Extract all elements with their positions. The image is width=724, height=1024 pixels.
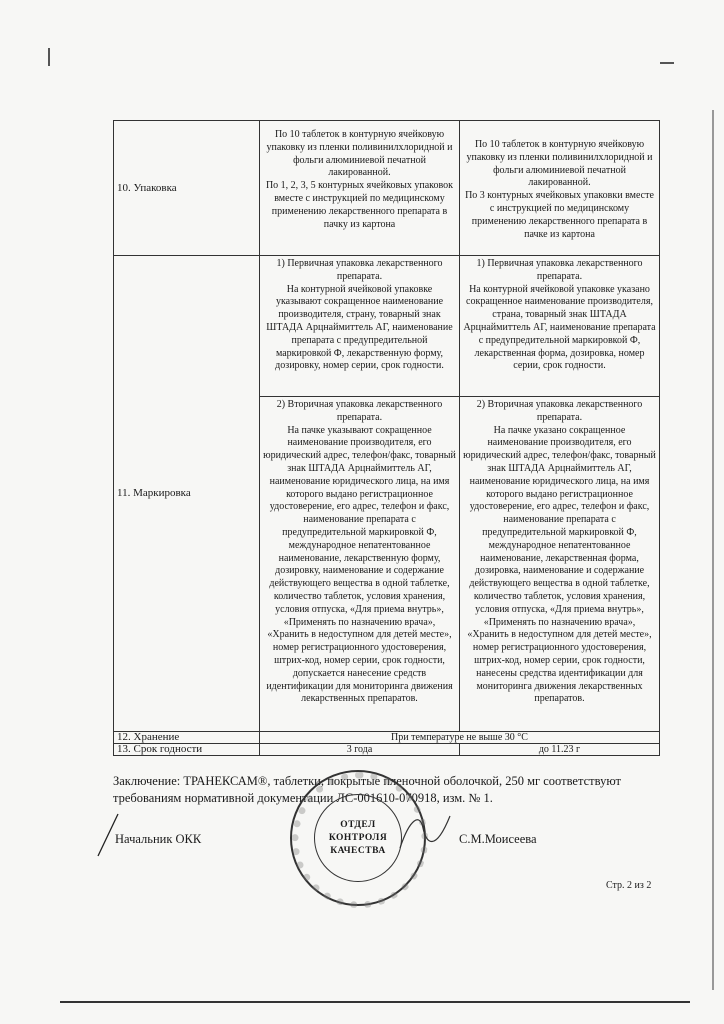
row-shelf-life — [114, 744, 660, 756]
row-packaging — [114, 121, 660, 256]
packaging-label: 10. Упаковка — [114, 121, 260, 256]
packaging-current: По 10 таблеток в контурную ячейковую упаковку из пленки поливинилхлоридной и фольги алюминиевой печатной лакированной. По 1, 2, 3, 5 контурных ячейковых упаковок вместе с инструкцией по медицинскому применению лекарственного препарата в пачку из картона — [260, 121, 460, 256]
marking-secondary-current: 2) Вторичная упаковка лекарственного препарата. На пачке указывают сокращенное наименование производителя, его юридический адрес, телефон/факс, товарный знак ШТАДА Арцнаймиттель АГ, наименование юридического лица, на имя которого выдано регистрационное удостоверение, его адрес, телефон и факс, наименование препарата с предупредительной маркировкой Ф, международное непатентованное наименование, лекарственную форму, дозировку, наименование и содержание действующего вещества в одной таблетке, количество таблеток, условия хранения, условия отпуска, «Для приема внутрь», «Применять по назначению врача», «Хранить в недоступном для детей месте», номер регистрационного удостоверения, штрих-код, номер серии, срок годности, допускается нанесение средств идентификации для мониторинга движения лекарственных препаратов. — [260, 397, 460, 732]
shelf-life-proposed: до 11.23 г — [460, 744, 660, 756]
row-marking-primary — [114, 256, 660, 397]
stamp-inner-circle — [314, 794, 402, 882]
spec-table — [113, 120, 660, 756]
stamp-line-3: КАЧЕСТВА — [330, 845, 386, 856]
row-storage — [114, 732, 660, 744]
stamp-line-2: КОНТРОЛЯ — [328, 832, 388, 843]
packaging-proposed: По 10 таблеток в контурную ячейковую упаковку из пленки поливинилхлоридной и фольги алюминиевой печатной лакированной. По 3 контурных ячейковых упаковки вместе с инструкцией по медицинскому применению лекарственного препарата в пачке из картона — [460, 121, 660, 256]
shelf-life-current: 3 года — [260, 744, 460, 756]
scan-edge-right — [712, 110, 714, 990]
scan-line-bottom — [60, 1001, 690, 1003]
scan-mark-right — [660, 62, 674, 64]
marking-primary-proposed: 1) Первичная упаковка лекарственного препарата. На контурной ячейковой упаковке указано сокращенное наименование производителя, страна, товарный знак ШТАДА Арцнаймиттель АГ, наименование препарата с предупредительной маркировкой Ф, лекарственная форма, дозировка, номер серии, срок годности. — [460, 256, 660, 397]
storage-value: При температуре не выше 30 °С — [260, 732, 660, 744]
marking-primary-current: 1) Первичная упаковка лекарственного препарата. На контурной ячейковой упаковке указывают сокращенное наименование производителя, страну, товарный знак ШТАДА Арцнаймиттель АГ, наименование препарата с предупредительной маркировкой Ф, лекарственную форму, дозировку, номер серии, срок годности. — [260, 256, 460, 397]
storage-label: 12. Хранение — [114, 732, 260, 744]
conclusion-text: Заключение: ТРАНЕКСАМ®, таблетки, покрытые пленочной оболочкой, 250 мг соответствуют требованиям нормативной документации ЛС-001610-070918, изм. № 1. — [113, 774, 621, 805]
shelf-life-label: 13. Срок годности — [114, 744, 260, 756]
signature-name: С.М.Моисеева — [459, 832, 537, 846]
marking-secondary-proposed: 2) Вторичная упаковка лекарственного препарата. На пачке указано сокращенное наименование производителя, его юридический адрес, телефон/факс, товарный знак ШТАДА Арцнаймиттель АГ, наименование юридического лица, на имя которого выдано регистрационное удостоверение, его адрес, телефон и факс, наименование препарата с предупредительной маркировкой Ф, международное непатентованное наименование, лекарственная форма, дозировка, наименование и содержание действующего вещества в одной таблетке, количество таблеток, условия хранения, условия отпуска, «Для приема внутрь», «Применять по назначению врача», «Хранить в недоступном для детей месте», номер регистрационного удостоверения, штрих-код, номер серии, срок годности, нанесены средства идентификации для мониторинга движения лекарственных препаратов. — [460, 397, 660, 732]
marking-label: 11. Маркировка — [114, 256, 260, 732]
scan-mark-left — [48, 48, 50, 66]
stamp-line-1: ОТДЕЛ — [340, 819, 376, 830]
page-number: Стр. 2 из 2 — [606, 880, 652, 891]
handwritten-signature-icon — [395, 808, 455, 858]
signature-role: Начальник ОКК — [115, 832, 202, 846]
